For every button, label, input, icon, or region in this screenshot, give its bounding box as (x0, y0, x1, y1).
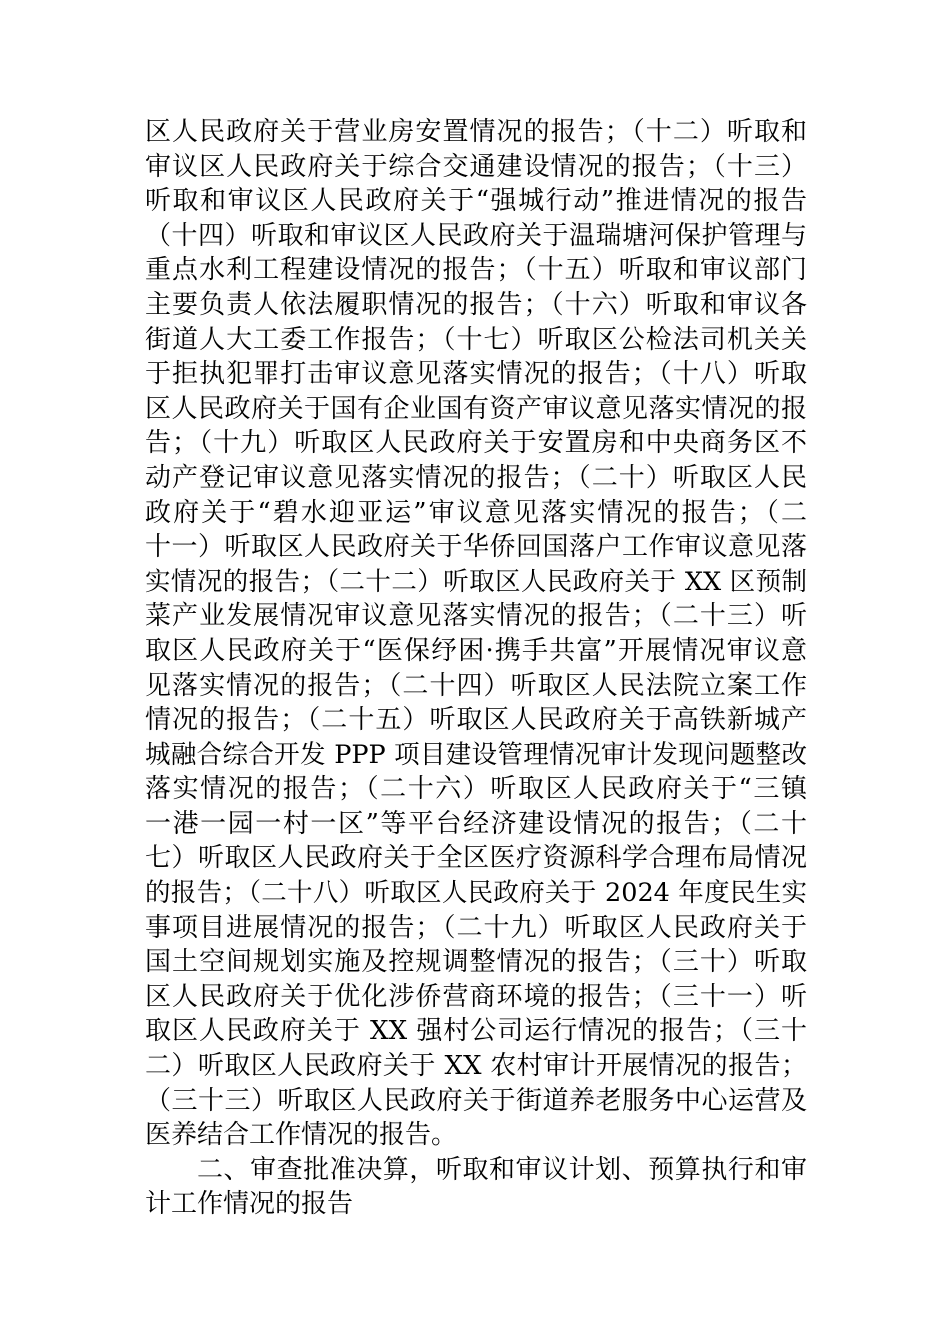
body-line-7: 街道人大工委工作报告；（十七）听取区公检法司机关关 (145, 324, 807, 355)
body-line-18: 情况的报告；（二十五）听取区人民政府关于高铁新城产 (145, 705, 807, 736)
body-line-23: 的报告；（二十八）听取区人民政府关于 2024 年度民生实 (145, 878, 807, 909)
body-line-21: 一港一园一村一区”等平台经济建设情况的报告；（二十 (145, 808, 807, 839)
body-line-6: 主要负责人依法履职情况的报告；（十六）听取和审议各 (145, 289, 807, 320)
body-line-1: 区人民政府关于营业房安置情况的报告；（十二）听取和 (145, 117, 807, 147)
body-line-22: 七）听取区人民政府关于全区医疗资源科学合理布局情况 (145, 843, 807, 874)
body-line-30: 医养结合工作情况的报告。 (145, 1120, 458, 1151)
body-line-2: 审议区人民政府关于综合交通建设情况的报告；（十三） (145, 151, 807, 182)
body-line-26: 区人民政府关于优化涉侨营商环境的报告；（三十一）听 (145, 981, 807, 1012)
body-line-24: 事项目进展情况的报告；（二十九）听取区人民政府关于 (145, 912, 807, 943)
section-heading-line-1: 二、审查批准决算，听取和审议计划、预算执行和审 (197, 1154, 807, 1185)
body-line-14: 实情况的报告；（二十二）听取区人民政府关于 XX 区预制 (145, 566, 807, 597)
body-line-17: 见落实情况的报告；（二十四）听取区人民法院立案工作 (145, 670, 807, 701)
body-line-8: 于拒执犯罪打击审议意见落实情况的报告；（十八）听取 (145, 359, 807, 390)
body-line-3: 听取和审议区人民政府关于“强城行动”推进情况的报告 (145, 186, 807, 217)
body-line-5: 重点水利工程建设情况的报告；（十五）听取和审议部门 (145, 255, 807, 286)
body-line-29: （三十三）听取区人民政府关于街道养老服务中心运营及 (145, 1085, 807, 1116)
body-line-13: 十一）听取区人民政府关于华侨回国落户工作审议意见落 (145, 532, 807, 563)
body-line-4: （十四）听取和审议区人民政府关于温瑞塘河保护管理与 (145, 220, 807, 251)
body-line-27: 取区人民政府关于 XX 强村公司运行情况的报告；（三十 (145, 1016, 807, 1047)
body-line-20: 落实情况的报告；（二十六）听取区人民政府关于“三镇 (145, 774, 807, 805)
body-line-10: 告；（十九）听取区人民政府关于安置房和中央商务区不 (145, 428, 807, 459)
body-line-16: 取区人民政府关于“医保纾困·携手共富”开展情况审议意 (145, 635, 807, 666)
body-line-15: 菜产业发展情况审议意见落实情况的报告；（二十三）听 (145, 601, 807, 632)
document-body (145, 115, 807, 1222)
body-line-19: 城融合综合开发 PPP 项目建设管理情况审计发现问题整改 (145, 739, 807, 770)
section-heading-line-2: 计工作情况的报告 (145, 1189, 354, 1220)
body-line-12: 政府关于“碧水迎亚运”审议意见落实情况的报告；（二 (145, 497, 807, 528)
body-line-25: 国土空间规划实施及控规调整情况的报告；（三十）听取 (145, 947, 807, 978)
body-line-28: 二）听取区人民政府关于 XX 农村审计开展情况的报告； (145, 1051, 807, 1082)
body-line-11: 动产登记审议意见落实情况的报告；（二十）听取区人民 (145, 462, 807, 493)
body-line-9: 区人民政府关于国有企业国有资产审议意见落实情况的报 (145, 393, 807, 424)
